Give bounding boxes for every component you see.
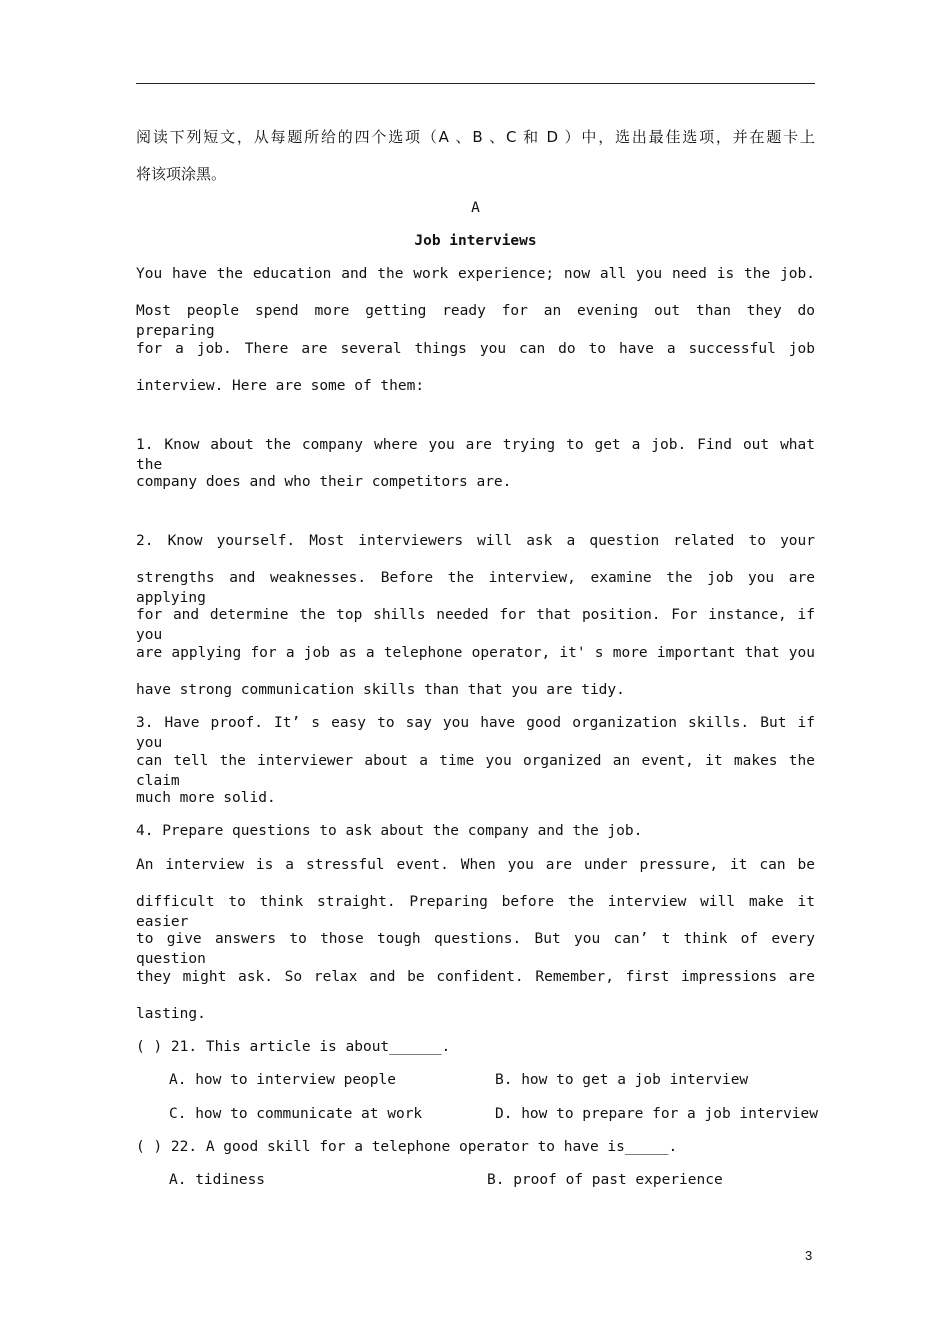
intro-line: You have the education and the work experience; now all you need is the job. [136, 266, 815, 282]
point-2-line: are applying for a job as a telephone operator, it' s more important that you [136, 645, 815, 661]
question-21-option-d: D. how to prepare for a job interview [495, 1106, 819, 1122]
question-21-option-c: C. how to communicate at work [169, 1106, 423, 1122]
conclusion-line: they might ask. So relax and be confident. Remember, first impressions are [136, 969, 815, 985]
instruction-line-2: 将该项涂黑。 [136, 165, 227, 183]
point-2-line: strengths and weaknesses. Before the interview, examine the job you are applying [136, 570, 815, 606]
point-4-line: 4. Prepare questions to ask about the company and the job. [136, 823, 643, 839]
conclusion-line: An interview is a stressful event. When you are under pressure, it can be [136, 857, 815, 873]
point-2-line: 2. Know yourself. Most interviewers will ask a question related to your [136, 533, 815, 549]
question-21-stem: ( ) 21. This article is about______. [136, 1039, 451, 1055]
conclusion-line: lasting. [136, 1006, 206, 1022]
instruction-line-1: 阅读下列短文，从每题所给的四个选项（A 、B 、C 和 D ）中，选出最佳选项，并在题卡上 [136, 128, 815, 146]
intro-line: Most people spend more getting ready for an evening out than they do preparing [136, 303, 815, 339]
section-letter: A [471, 200, 480, 216]
intro-line: for a job. There are several things you can do to have a successful job [136, 341, 815, 357]
question-22-option-a: A. tidiness [169, 1172, 266, 1188]
conclusion-line: difficult to think straight. Preparing before the interview will make it easier [136, 894, 815, 930]
header-rule [136, 83, 815, 84]
point-1-line: 1. Know about the company where you are trying to get a job. Find out what the [136, 437, 815, 473]
point-3-line: 3. Have proof. It’ s easy to say you have good organization skills. But if you [136, 715, 815, 751]
passage-title: Job interviews [414, 233, 537, 249]
intro-line: interview. Here are some of them: [136, 378, 425, 394]
conclusion-line: to give answers to those tough questions. But you can’ t think of every question [136, 931, 815, 967]
question-21-option-b: B. how to get a job interview [495, 1072, 749, 1088]
point-3-line: much more solid. [136, 790, 276, 806]
page-number: 3 [805, 1248, 813, 1263]
point-1-line: company does and who their competitors are. [136, 474, 512, 490]
question-22-option-b: B. proof of past experience [487, 1172, 723, 1188]
question-21-option-a: A. how to interview people [169, 1072, 396, 1088]
point-2-line: for and determine the top shills needed for that position. For instance, if you [136, 607, 815, 643]
point-3-line: can tell the interviewer about a time you organized an event, it makes the claim [136, 753, 815, 789]
question-22-stem: ( ) 22. A good skill for a telephone operator to have is_____. [136, 1139, 678, 1155]
point-2-line: have strong communication skills than that you are tidy. [136, 682, 625, 698]
